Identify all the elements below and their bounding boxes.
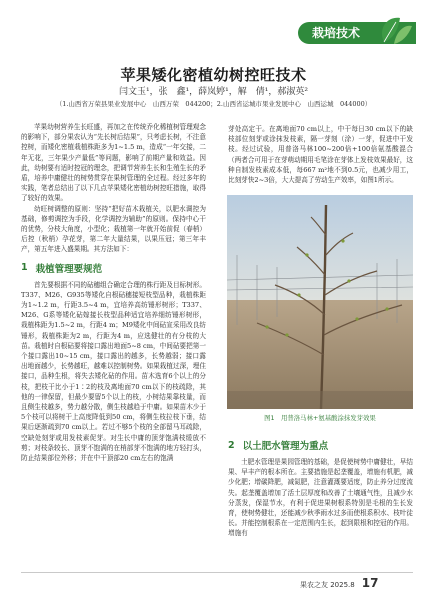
leaf-icon bbox=[374, 12, 414, 48]
right-column-bottom bbox=[228, 432, 413, 539]
authors: 闫文玉¹，张 鑫¹，薛岚婷¹，解 倩¹，郝淑英² bbox=[118, 87, 309, 97]
section-2-heading bbox=[228, 438, 413, 452]
section-1-paragraph: 首先要根据不同的砧穗组合确定合理的株行距及目标树形。T337、M26、G935等矮化自根砧穗接短枝型品种，栽植株距为1~1.2 m，行距3.5~4 m，宜培养高纺锤形树形；T337、M26、G系等矮化砧嫁接长枝型品种适宜培养细纺锤形树形，栽植株距为1.5~2 m，行距4 m；M9矮化中间砧宣采用改良纺锤形，栽植株距为2 m，行距为4 m，应选健壮的有分枝的大苗。栽植时自根砧要将接口露出地面5~8 cm，中间砧要把第一个接口露出10~15 cm，接口露出的越多，长势越弱；接口露出地面越少，长势越旺，越难以控制树势。如果栽植过深，埋住接口，品种生根，将失去矮化砧的作用。苗木选育6个以上的分枝，把枝干比小于1∶2的枝及离地面70 cm以下的枝疏除，其他的一律保留，但最少要留5个以上的枝，小树结果靠枝量，而且侧生枝越多，势力越分散，侧生枝越趋于中庸。如果苗木少于5个枝可以将树干上高度降低到50 cm，将侧生枝拉枝下垂，结果后逐渐疏到70 cm以上。若过不够5个枝的全部留马耳疏除，空缺处刻芽或用发枝素促芽。对生长中庸的顶芽饱满枝缓放不剪；对枝条较长、顶芽不饱满的在梢部芽不饱满的地方轻打头，防止结果部位外移；并在中干顶部20 cm左右的饱满 bbox=[21, 280, 206, 463]
right-column-top bbox=[228, 124, 413, 185]
orchard-photo-image bbox=[227, 195, 413, 409]
section-1-title: 栽植管理要规范 bbox=[35, 263, 103, 275]
right-top-paragraph: 芽处高定干。在离地面70 cm以上，中干每日30 cm以下的缺枝部位刻芽或涂抹发枝素，隔一芽刻（涂）一芽，促进中干发枝。经过试验，用普洛马林100~200倍+100倍氨基酸混合（两者合可用于在芽萌动期用毛笔涂在芽体上发枝效果最好，这种自制发枝素成本低，每667 m²地不到0.5元，也减少用工，比刻芽快2~3倍，大大提高了劳动生产效率，如图1所示。 bbox=[228, 125, 413, 185]
section-tag: 栽培技术 bbox=[298, 22, 416, 44]
page-footer bbox=[300, 576, 378, 590]
section-2-paragraph: 土肥水管理是果园管理的基础，是促使树势中庸健壮，早结果、早丰产的根本所在。主要措施是起垄覆盖，增施有机肥，减少化肥；增碳降肥，减氮肥，注意灌溉要适度，防止养分过度流失。起垄覆盖增加了活土层厚度和改善了土壤通气性，且减少水分蒸发，保湿节水，有利于促进果树根系特别是毛根的生长发育，使树势健壮，还能减少秋季雨水过多而使根系积水、枝叶徒长。并能控制根系在一定范围内生长，起到限根和控冠的作用。增施有 bbox=[228, 458, 413, 538]
orchard-photo bbox=[227, 195, 413, 409]
left-column bbox=[21, 122, 206, 463]
footer-divider bbox=[21, 572, 413, 573]
article-title: 苹果矮化密植幼树控旺技术 bbox=[120, 66, 307, 84]
section-1-heading bbox=[21, 261, 206, 275]
page-number: 17 bbox=[361, 576, 379, 590]
section-2-title: 以土肥水管理为重点 bbox=[242, 441, 329, 452]
intro-paragraph-2: 幼旺树调整的原则：坚持“把好苗木栽植关，以肥水调控为基础，修剪调控为手段，化学调控为辅助”的原则。保持中心干的优势，分枝大角度，小型化；栽植第一年就开始前促（春梢）后控（秋梢）孕花芽，第二年大量结果，以果压冠；第三年丰产，第五年进入盛果期。其方法如下： bbox=[21, 204, 206, 254]
section-1-number: 1 bbox=[21, 262, 28, 274]
affiliation: （1.山西省万荣县果业发展中心 山西万荣 044200；2.山西省运城市果业发展中心 山西运城 044000） bbox=[55, 100, 372, 108]
journal-name: 果农之友 2025.8 bbox=[300, 581, 355, 589]
intro-paragraph-1: 苹果幼树营养生长旺盛，再加之在传统乔化稀植树管理观念的影响下，部分果农认为“先长树后结果”，只考虑长树，不注意控树，而矮化密植栽植株距多为1~1.5 m，造成“一年交接，二年无花，三年果少产量低”等问题，影响了前期产量和效益。因此，幼树要有适时控冠的理念，把调节营养生长和生殖生长的矛盾，培养中庸健壮的树势贯穿在果树管理的全过程。经过多年的实践，笔者总结出了以下几点苹果矮化密植幼树控旺措施，取得了较好的效果。 bbox=[21, 123, 206, 203]
figure-caption: 图1 用普洛马林+氨基酸涂抹发芽效果 bbox=[264, 414, 376, 422]
section-2-number: 2 bbox=[228, 439, 235, 451]
